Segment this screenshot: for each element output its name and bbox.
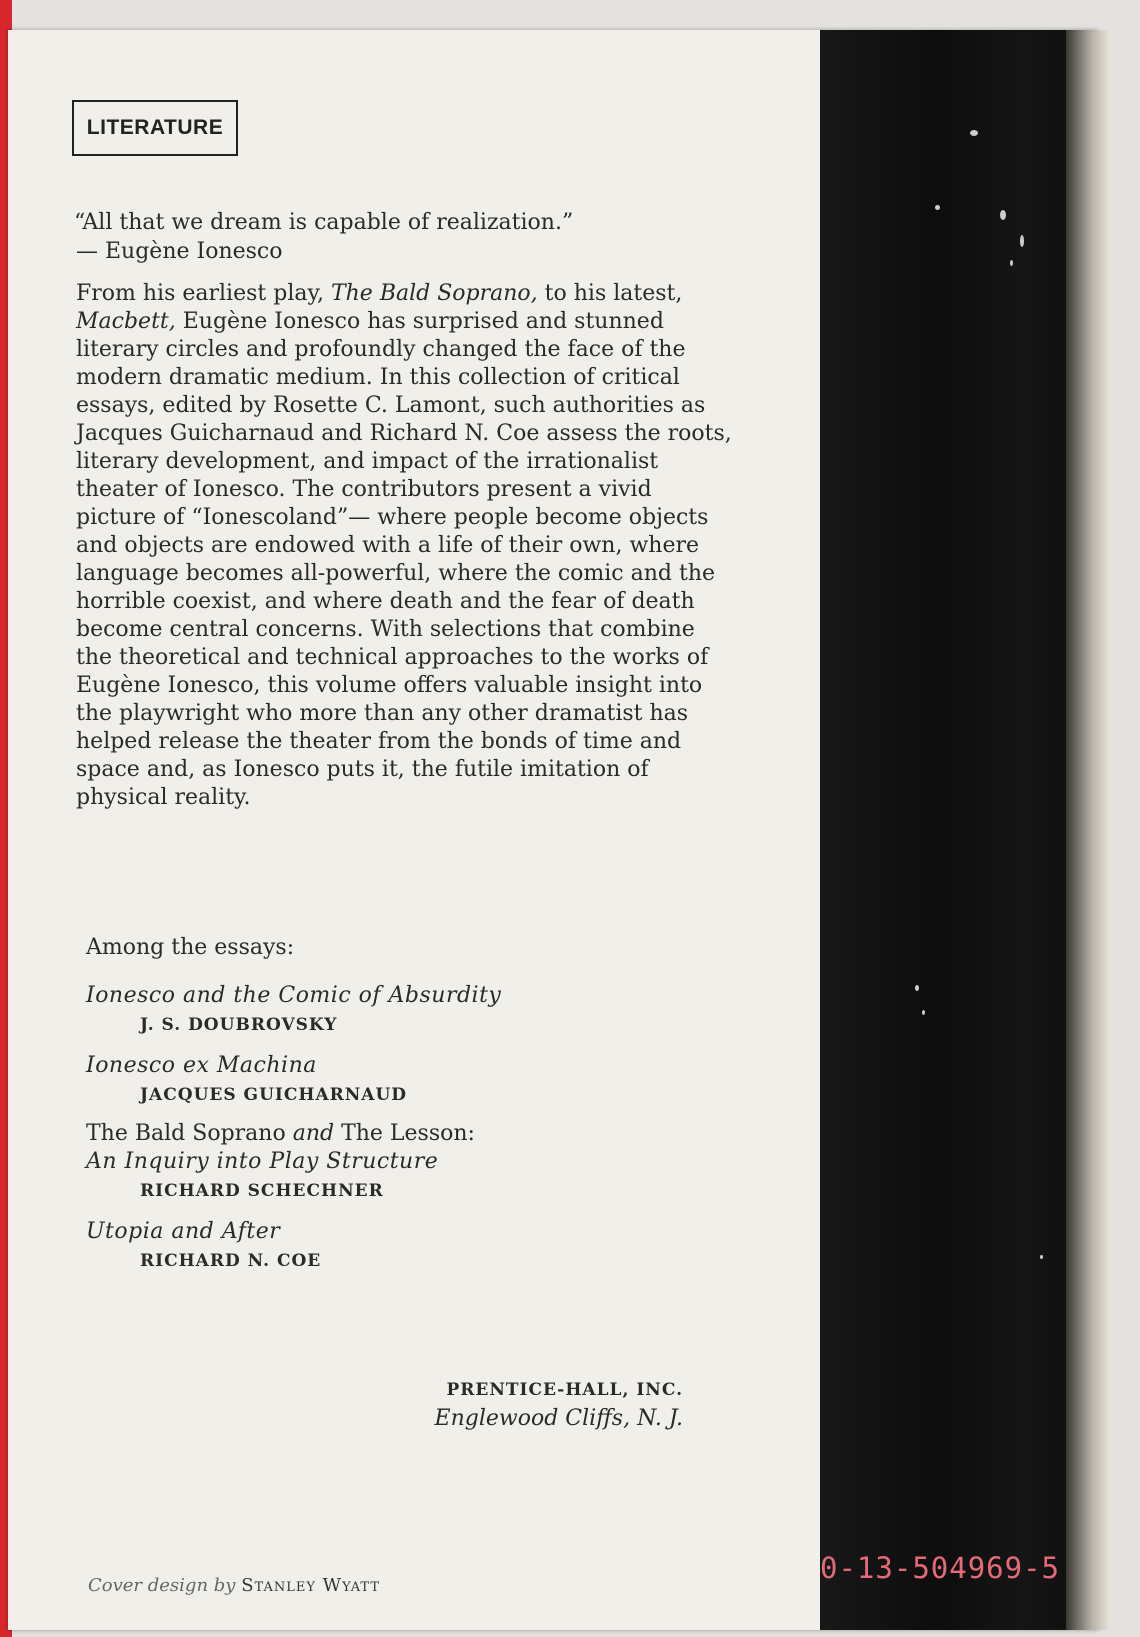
essay-entry: [86, 1120, 475, 1206]
essay-title: The Bald Soprano and The Lesson:: [86, 1121, 475, 1146]
blurb-text: to his latest,: [537, 281, 683, 306]
isbn-number: 0-13-504969-5: [820, 1551, 1060, 1585]
publisher-imprint: [435, 1375, 683, 1433]
essay-author: RICHARD N. COE: [140, 1251, 322, 1271]
blurb-text: From his earliest play,: [76, 281, 331, 306]
essay-title: Ionesco ex Machina: [86, 1053, 317, 1078]
essay-author: J. S. DOUBROVSKY: [140, 1015, 338, 1035]
credit-label: Cover design by: [88, 1575, 236, 1596]
essay-subtitle: An Inquiry into Play Structure: [86, 1149, 439, 1174]
epigraph-quote: “All that we dream is capable of realization.”: [74, 210, 574, 235]
epigraph: [74, 208, 573, 266]
essay-entry: [86, 1052, 407, 1110]
blurb-text: Eugène Ionesco has surprised and stunned literary circles and profoundly changed the face of the modern dramatic medium. In this collection of critical essays, edited by Rosette C. Lamont, such authorities as Jacques Guicharnaud and Richard N. Coe assess the roots, literary development, and impact of the irrationalist theater of Ionesco. The contributors present a vivid picture of “Ionescoland”— where people become objects and objects are endowed with a life of their own, where language becomes all-powerful, where the comic and the horrible coexist, and where death and the fear of death become central concerns. With selections that combine the theoretical and technical approaches to the works of Eugène Ionesco, this volume offers valuable insight into the playwright who more than any other dramatist has helped release the theater from the bonds of time and space and, as Ionesco puts it, the futile imitation of physical reality.: [76, 309, 732, 810]
essay-entry: [86, 1218, 321, 1276]
epigraph-attribution: — Eugène Ionesco: [76, 239, 283, 264]
essays-heading: Among the essays:: [86, 935, 295, 960]
book-back-cover: [8, 30, 1098, 1630]
essay-entry: [86, 982, 501, 1040]
play-title: The Bald Soprano,: [330, 281, 538, 306]
play-title: Macbett,: [76, 309, 176, 334]
essay-title: Ionesco and the Comic of Absurdity: [86, 983, 502, 1008]
description-paragraph: [76, 280, 736, 812]
credit-designer: Stanley Wyatt: [241, 1575, 381, 1596]
category-label: LITERATURE: [72, 100, 238, 156]
black-spine-band: [820, 30, 1110, 1630]
essay-title: Utopia and After: [86, 1219, 281, 1244]
publisher-place: Englewood Cliffs, N. J.: [434, 1406, 683, 1431]
essay-author: JACQUES GUICHARNAUD: [140, 1085, 408, 1105]
cover-design-credit: [88, 1575, 380, 1596]
publisher-name: PRENTICE-HALL, INC.: [446, 1380, 683, 1400]
essay-author: RICHARD SCHECHNER: [140, 1181, 384, 1201]
